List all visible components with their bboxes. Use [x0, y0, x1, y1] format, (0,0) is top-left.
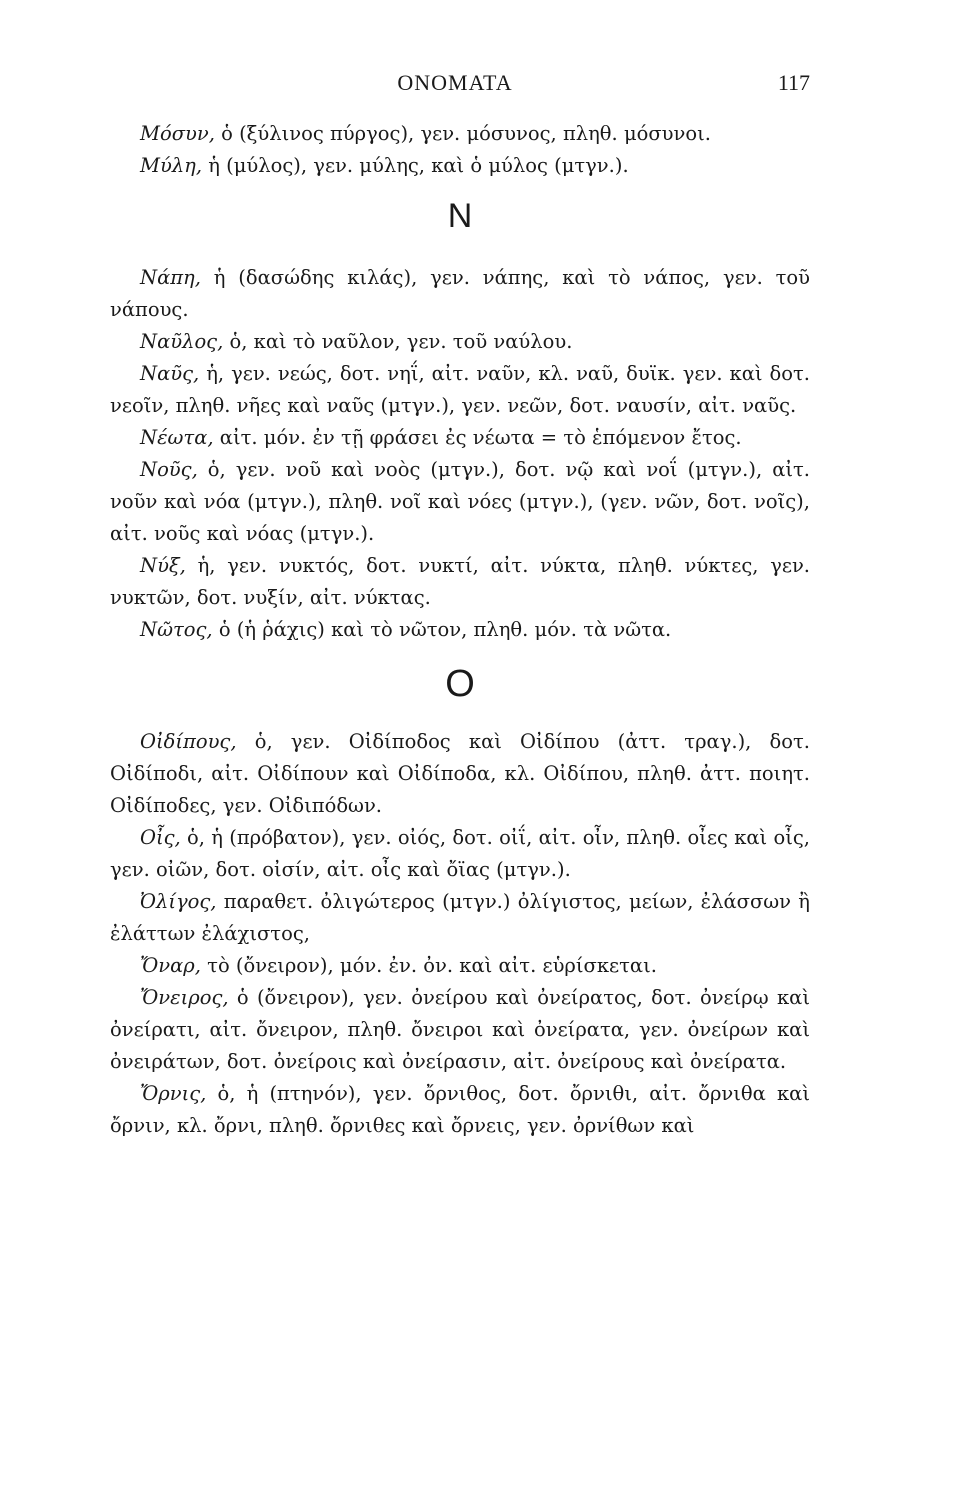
- entry-text: ὁ, ἡ (πτηνόν), γεν. ὄρνιθος, δοτ. ὄρνιθι, αἰτ. ὄρνιθα καὶ ὄρνιν, κλ. ὄρνι, πληθ. ὄρνιθες καὶ ὄρνεις, γεν. ὀρνίθων καὶ: [110, 1082, 810, 1137]
- entry-text: ὁ (ἡ ῥάχις) καὶ τὸ νῶτον, πληθ. μόν. τὰ νῶτα.: [212, 618, 672, 641]
- headword: Ὄναρ,: [140, 954, 201, 977]
- headword: Νέωτα,: [140, 426, 214, 449]
- entry-text: τὸ (ὄνειρον), μόν. ἐν. ὀν. καὶ αἰτ. εὑρίσκεται.: [200, 954, 657, 977]
- headword: Νάπη,: [140, 266, 201, 289]
- running-title: ΟΝΟΜΑΤΑ: [397, 70, 513, 95]
- dictionary-entry: [110, 950, 810, 982]
- headword: Μόσυν,: [140, 122, 215, 145]
- dictionary-entry: [110, 422, 810, 454]
- dictionary-body: [110, 118, 810, 1142]
- entry-text: ἡ (μύλος), γεν. μύλης, καὶ ὁ μύλος (μτγν.).: [202, 154, 629, 177]
- dictionary-entry: [110, 454, 810, 550]
- headword: Νύξ,: [140, 554, 186, 577]
- headword: Μύλη,: [140, 154, 203, 177]
- dictionary-entry: [110, 726, 810, 822]
- entry-text: ἡ, γεν. νυκτός, δοτ. νυκτί, αἰτ. νύκτα, πληθ. νύκτες, γεν. νυκτῶν, δοτ. νυξίν, αἰτ. νύκτας.: [110, 554, 810, 609]
- dictionary-entry: [110, 550, 810, 614]
- dictionary-entry: [110, 1078, 810, 1142]
- entry-text: ὁ (ξύλινος πύργος), γεν. μόσυνος, πληθ. μόσυνοι.: [214, 122, 711, 145]
- entry-text: ὁ, ἡ (πρόβατον), γεν. οἰός, δοτ. οἰΐ, αἰτ. οἶν, πληθ. οἶες καὶ οἶς, γεν. οἰῶν, δοτ. οἰσίν, αἰτ. οἶς καὶ ὄϊας (μτγν.).: [110, 826, 810, 881]
- headword: Οἰδίπους,: [140, 730, 237, 753]
- entry-text: ἡ, γεν. νεώς, δοτ. νηΐ, αἰτ. ναῦν, κλ. ναῦ, δυϊκ. γεν. καὶ δοτ. νεοῖν, πληθ. νῆες καὶ ναῦς (μτγν.), γεν. νεῶν, δοτ. ναυσίν, αἰτ. ναῦς.: [110, 362, 810, 417]
- dictionary-entry: [110, 614, 810, 646]
- dictionary-entry: [110, 982, 810, 1078]
- headword: Ναῦς,: [140, 362, 200, 385]
- entry-text: ὁ, γεν. Οἰδίποδος καὶ Οἰδίπου (ἀττ. τραγ.), δοτ. Οἰδίποδι, αἰτ. Οἰδίπουν καὶ Οἰδίποδα, κλ. Οἰδίπου, πληθ. ἀττ. ποιητ. Οἰδίποδες, γεν. Οἰδιπόδων.: [110, 730, 810, 817]
- section-letter: Ν: [447, 197, 473, 235]
- dictionary-entry: [110, 358, 810, 422]
- headword: Ὄρνις,: [140, 1082, 207, 1105]
- headword: Ὀλίγος,: [140, 890, 217, 913]
- dictionary-entry: [110, 150, 810, 182]
- headword: Νοῦς,: [140, 458, 198, 481]
- headword: Ναῦλος,: [140, 330, 224, 353]
- running-head: [110, 70, 810, 104]
- headword: Ὄνειρος,: [140, 986, 229, 1009]
- dictionary-entry: [110, 326, 810, 358]
- section-letter: Ο: [445, 663, 475, 705]
- entry-text: ἡ (δασώδης κιλάς), γεν. νάπης, καὶ τὸ νάπος, γεν. τοῦ νάπους.: [110, 266, 810, 321]
- headword: Νῶτος,: [140, 618, 213, 641]
- entry-text: ὁ, καὶ τὸ ναῦλον, γεν. τοῦ ναύλου.: [223, 330, 573, 353]
- dictionary-entry: [110, 822, 810, 886]
- headword: Οἶς,: [140, 826, 181, 849]
- dictionary-entry: [110, 262, 810, 326]
- dictionary-entry: [110, 886, 810, 950]
- dictionary-entry: [110, 118, 810, 150]
- entry-text: ὁ, γεν. νοῦ καὶ νοὸς (μτγν.), δοτ. νῷ καὶ νοΐ (μτγν.), αἰτ. νοῦν καὶ νόα (μτγν.), πληθ. νοῖ καὶ νόες (μτγν.), (γεν. νῶν, δοτ. νοῖς), αἰτ. νοῦς καὶ νόας (μτγν.).: [110, 458, 810, 545]
- entry-text: αἰτ. μόν. ἐν τῇ φράσει ἐς νέωτα = τὸ ἑπόμενον ἔτος.: [213, 426, 742, 449]
- entry-text: παραθετ. ὀλιγώτερος (μτγν.) ὀλίγιστος, μείων, ἐλάσσων ἢ ἐλάττων ἐλάχιστος,: [110, 890, 810, 945]
- page-number: 117: [777, 70, 810, 95]
- entry-text: ὁ (ὄνειρον), γεν. ὀνείρου καὶ ὀνείρατος, δοτ. ὀνείρῳ καὶ ὀνείρατι, αἰτ. ὄνειρον, πληθ. ὄνειροι καὶ ὀνείρατα, γεν. ὀνείρων καὶ ὀνειράτων, δοτ. ὀνείροις καὶ ὀνείρασιν, αἰτ. ὀνείρους καὶ ὀνείρατα.: [110, 986, 810, 1073]
